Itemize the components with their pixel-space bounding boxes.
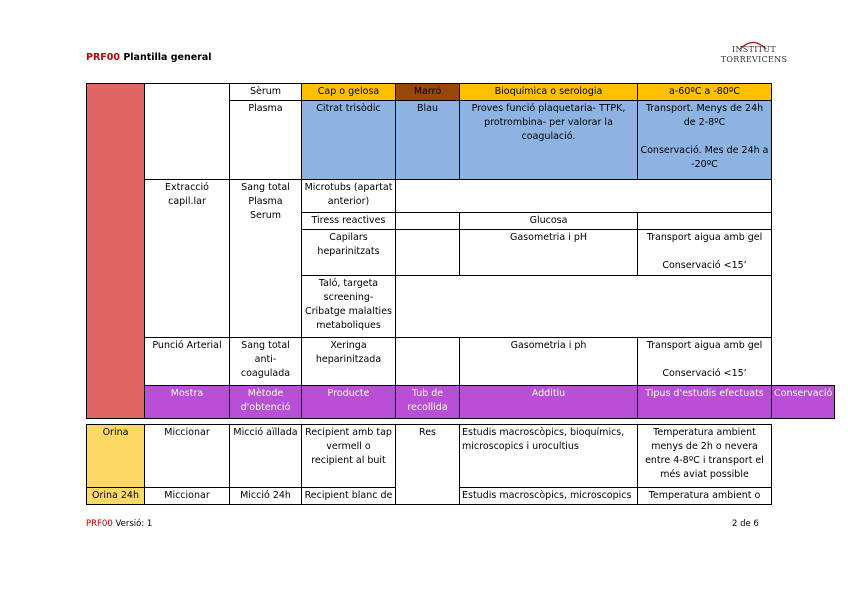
producte-cell	[230, 180, 302, 338]
conservacio-cell: Temperatura ambient menys de 2h o nevera entre 4-8ºC i transport el més aviat possible	[638, 425, 772, 488]
metode-cell: Miccionar	[145, 488, 230, 505]
empty-cell	[396, 180, 772, 213]
conservacio-cell	[638, 338, 772, 386]
tub-cell: Capilars heparinitzats	[302, 230, 396, 276]
col-header-estudis: Tipus d'estudis efectuats	[638, 386, 772, 419]
footer-page-number: 2 de 6	[732, 519, 759, 529]
footer-left	[86, 519, 152, 529]
institut-logo	[718, 38, 790, 72]
additiu-cell: Res	[396, 425, 460, 505]
additiu-cell	[396, 213, 460, 230]
tub-cell: Tiress reactives	[302, 213, 396, 230]
col-header-metode: Mètode d'obtenció	[230, 386, 302, 419]
col-header-mostra: Mostra	[145, 386, 230, 419]
tub-cell: Recipient amb tap vermell o recipient al buit	[302, 425, 396, 488]
tub-cell: Xeringa heparinitzada	[302, 338, 396, 386]
conservacio-cell	[638, 101, 772, 180]
page-header	[86, 52, 212, 63]
tub-cell: Citrat trisòdic	[302, 101, 396, 180]
metode-cell: Extracció capil.lar	[145, 180, 230, 338]
additiu-cell	[396, 338, 460, 386]
mostra-cell: Orina 24h	[87, 488, 145, 505]
header-title: Plantilla general	[123, 52, 212, 63]
col-header-producte: Producte	[302, 386, 396, 419]
footer-version: Versió: 1	[115, 519, 153, 529]
table-row	[87, 425, 772, 488]
col-header-additiu: Additiu	[460, 386, 638, 419]
col-header-conservacio: Conservació	[772, 386, 835, 419]
header-code: PRF00	[86, 52, 120, 63]
metode-cell: Punció Arterial	[145, 338, 230, 386]
conservacio-storage: Conservació <15’	[662, 368, 747, 379]
producte-line: Plasma	[248, 196, 283, 207]
metode-cell: Miccionar	[145, 425, 230, 488]
producte-cell: Plasma	[230, 101, 302, 180]
empty-cell	[396, 276, 772, 338]
header-row	[87, 386, 835, 419]
estudis-cell: Gasometria i pH	[460, 230, 638, 276]
conservacio-storage: Conservació. Mes de 24h a -20ºC	[640, 145, 769, 170]
additiu-cell: Blau	[396, 101, 460, 180]
samples-table	[86, 83, 835, 419]
estudis-cell: Glucosa	[460, 213, 638, 230]
additiu-cell: Marró	[396, 84, 460, 101]
producte-cell: Sèrum	[230, 84, 302, 101]
mostra-cell-sang	[87, 84, 145, 419]
table-row	[87, 84, 835, 101]
conservacio-cell	[638, 230, 772, 276]
metode-cell	[145, 84, 230, 180]
tub-cell: Recipient blanc de	[302, 488, 396, 505]
estudis-cell: Bioquímica o serologia	[460, 84, 638, 101]
footer-code: PRF00	[86, 519, 113, 529]
logo-line-2: TORREVICENS	[720, 55, 788, 64]
estudis-cell: Estudis macroscòpics, microscopics	[460, 488, 638, 505]
mostra-cell: Orina	[87, 425, 145, 488]
logo-line-1: INSTITUT	[732, 45, 776, 54]
estudis-cell: Proves funció plaquetaria- TTPK, protrombina- per valorar la coagulació.	[460, 101, 638, 180]
conservacio-transport: Transport aigua amb gel	[646, 340, 763, 351]
table-row	[87, 180, 835, 213]
conservacio-transport: Transport aigua amb gel	[646, 232, 763, 243]
samples-table-orina	[86, 424, 772, 505]
producte-cell: Sang total anti-coagulada	[230, 338, 302, 386]
conservacio-cell: Temperatura ambient o	[638, 488, 772, 505]
estudis-cell: Estudis macroscòpics, bioquímics, microscopics i urocultius	[460, 425, 638, 488]
additiu-cell	[396, 230, 460, 276]
producte-line: Serum	[249, 210, 282, 221]
conservacio-transport: Transport. Menys de 24h de 2-8ºC	[645, 103, 764, 128]
tub-cell: Taló, targeta screening- Cribatge malalties metaboliques	[302, 276, 396, 338]
producte-cell: Micció 24h	[230, 488, 302, 505]
table-row	[87, 338, 835, 386]
conservacio-cell	[638, 213, 772, 230]
producte-cell: Micció aïllada	[230, 425, 302, 488]
conservacio-storage: Conservació <15’	[662, 260, 747, 271]
tub-cell: Microtubs (apartat anterior)	[302, 180, 396, 213]
tub-cell: Cap o gelosa	[302, 84, 396, 101]
estudis-cell: Gasometria i ph	[460, 338, 638, 386]
producte-line: Sang total	[241, 182, 290, 193]
conservacio-cell: a-60ºC a -80ºC	[638, 84, 772, 101]
col-header-tub: Tub de recollida	[396, 386, 460, 419]
